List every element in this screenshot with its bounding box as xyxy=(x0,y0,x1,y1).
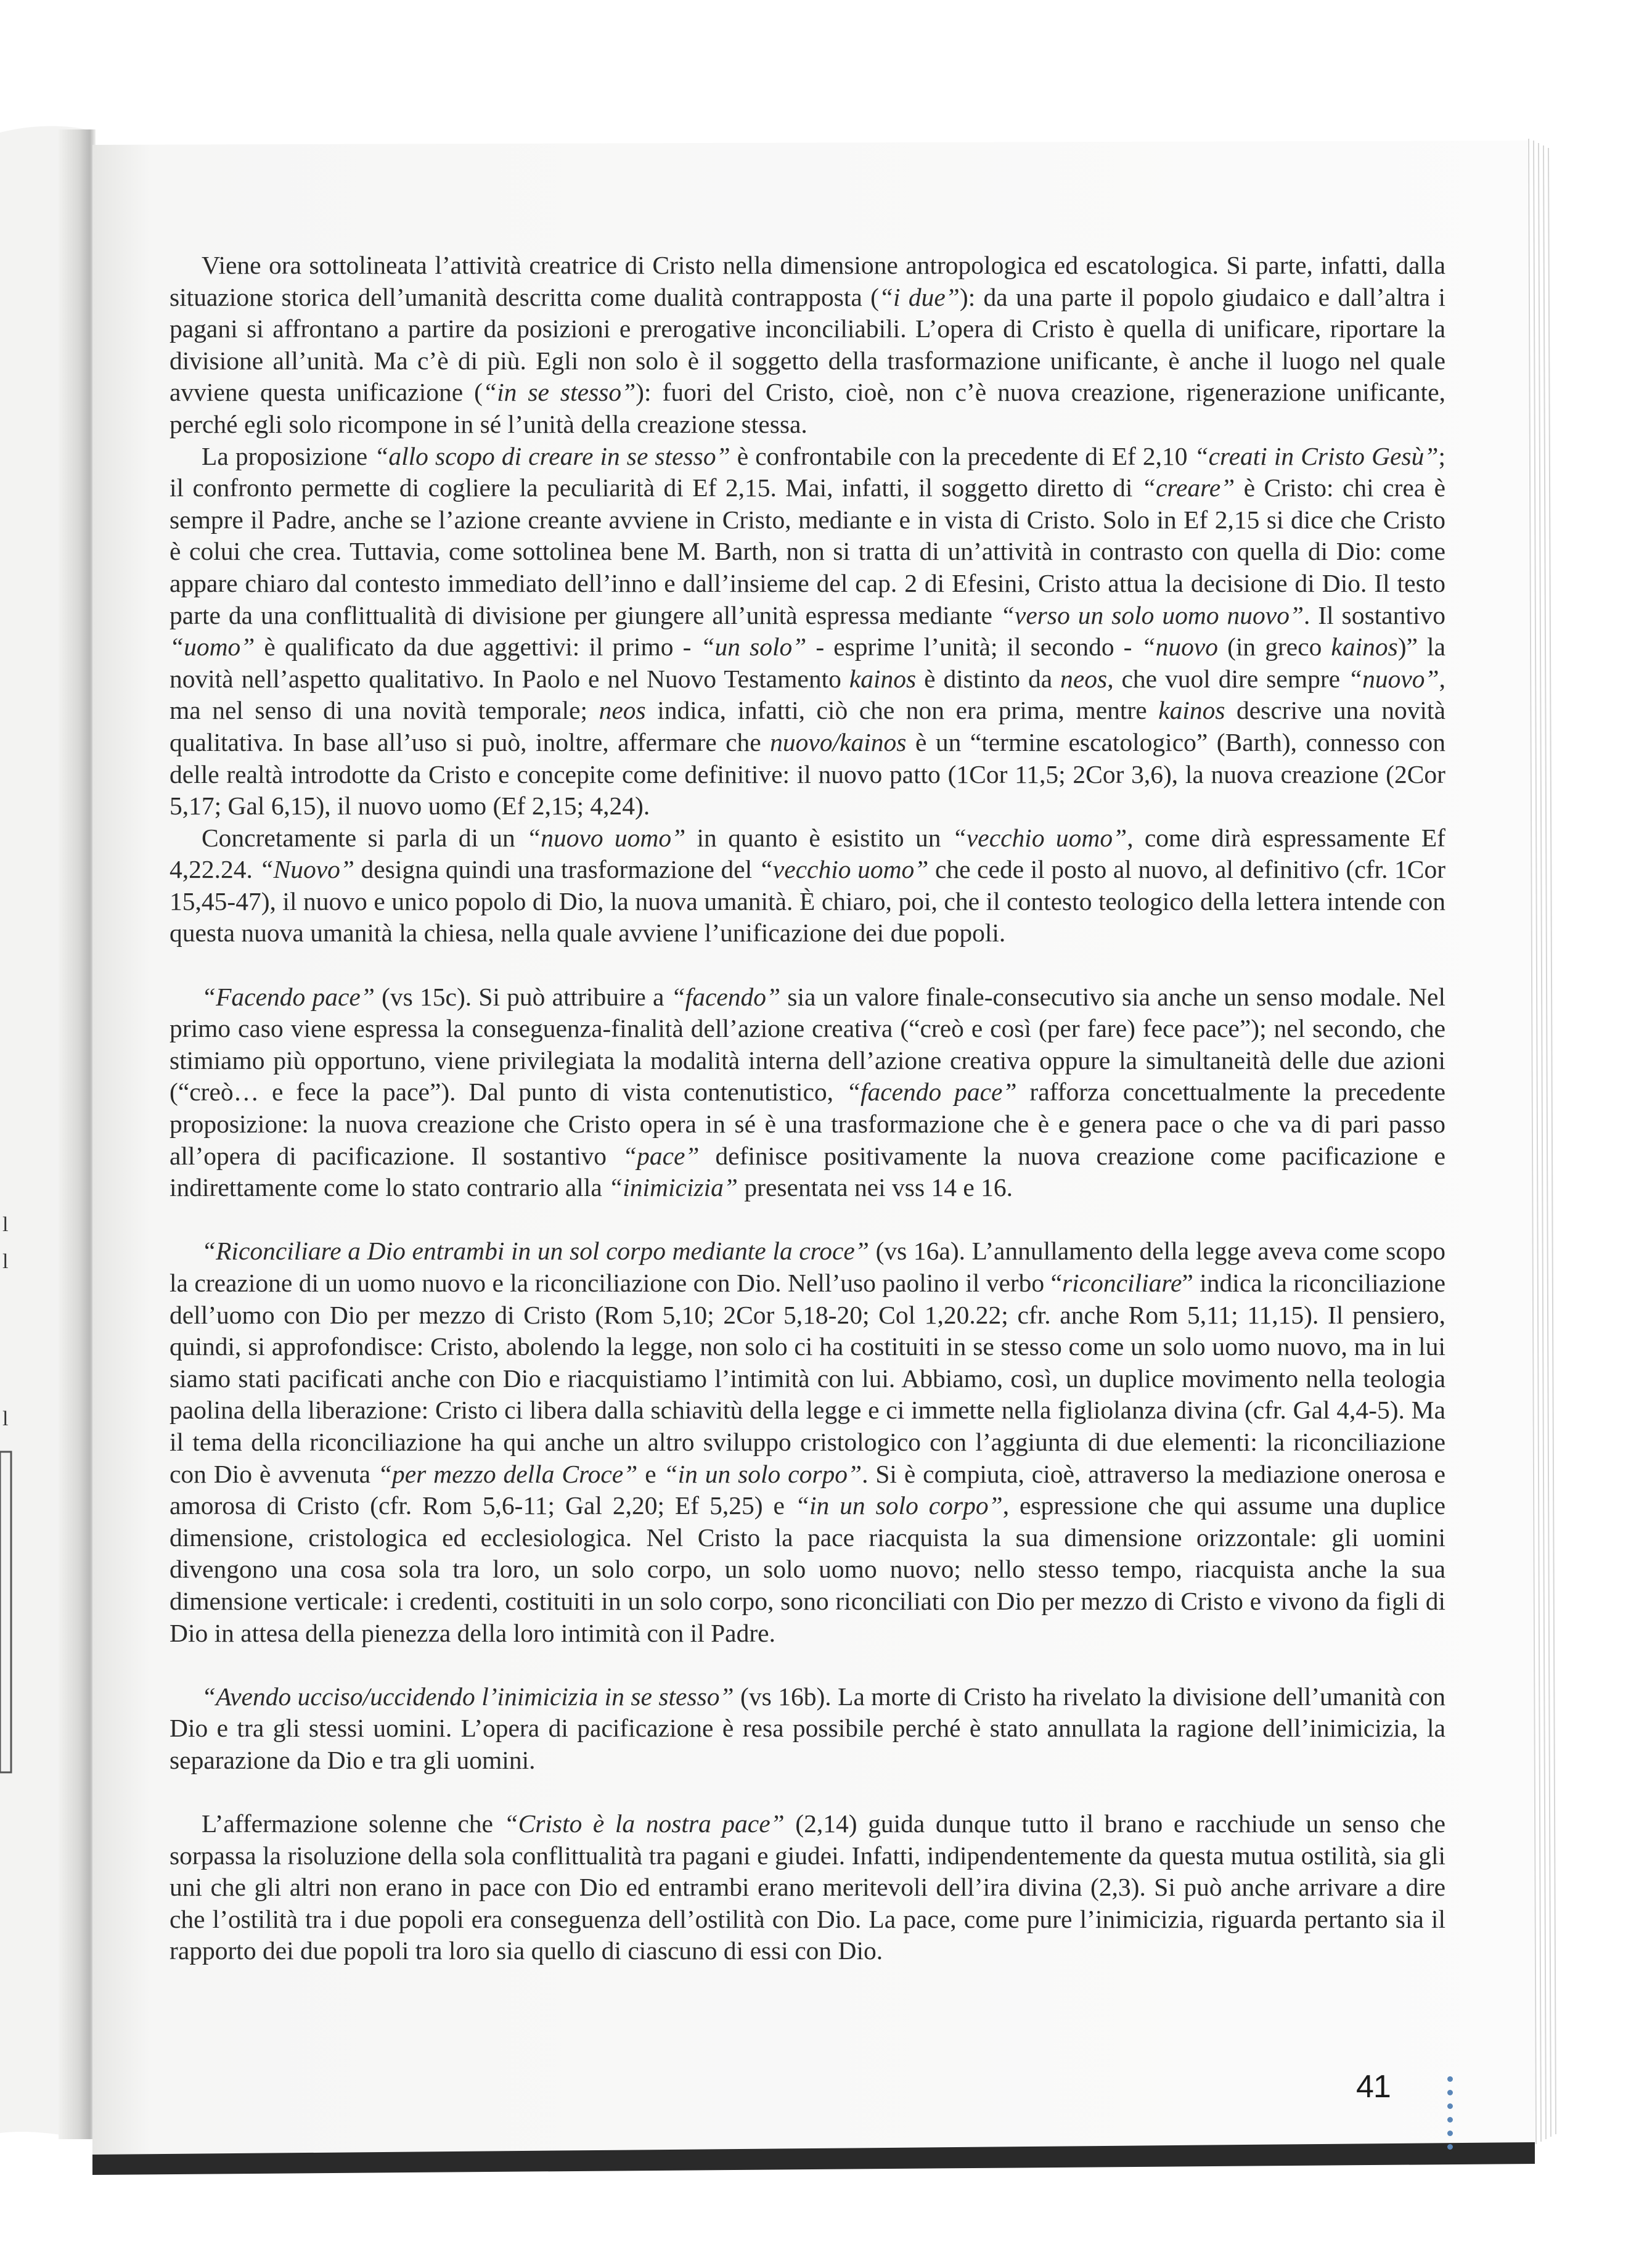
italic-citation: “un solo” xyxy=(700,633,807,661)
paragraph xyxy=(170,441,1445,822)
text-run: definisce positivamente la nuova creazione come pacificazione e indirettamente come lo stato contrario alla xyxy=(170,1141,1445,1202)
italic-citation: “Cristo è la nostra pace” xyxy=(504,1809,785,1838)
text-run: , espressione che qui assume una duplice dimensione, cristologica ed ecclesiologica. Nel Cristo la pace riacquista la sua dimensione orizzontale: gli uomini divengono una cosa sola tra loro, un solo corpo, un solo uomo nuovo; nello stesso tempo, riacquista anche la sua dimensione verticale: i credenti, costituiti in un solo corpo, sono riconciliati con Dio per mezzo di Cristo e vivono da figli di Dio in attesa della pienezza della loro intimità con il Padre. xyxy=(170,1491,1445,1647)
page-number: 41 xyxy=(1356,2069,1391,2105)
italic-citation: “Facendo pace” xyxy=(202,982,375,1011)
paragraph xyxy=(170,981,1445,1204)
text-run: indica, infatti, ciò che non era prima, mentre xyxy=(645,696,1159,725)
text-run: Viene ora sottolineata l’attività creatrice di Cristo nella dimensione antropologica ed escatologica. Si parte, infatti, dalla situazione storica dell’umanità descritta come dualità contrapposta ( xyxy=(170,251,1445,311)
italic-citation: “Nuovo” xyxy=(259,855,354,884)
italic-citation: “pace” xyxy=(623,1141,700,1170)
italic-citation: “Avendo ucciso/uccidendo l’inimicizia in se stesso” xyxy=(202,1682,734,1711)
text-run: . Il sostantivo xyxy=(1304,600,1445,629)
text-run: , come dirà espressamente Ef 4,22.24. xyxy=(170,823,1446,884)
italic-citation: “in un solo corpo” xyxy=(663,1459,862,1488)
italic-citation: “nuovo uomo” xyxy=(526,823,686,852)
book-gutter xyxy=(59,129,96,2139)
italic-citation: neos xyxy=(1060,664,1108,693)
italic-citation: “in un solo corpo” xyxy=(795,1491,1003,1520)
text-run: Concretamente si parla di un xyxy=(202,823,527,852)
text-run: (2,14) guida dunque tutto il brano e racchiude un senso che sorpassa la risoluzione della sola conflittualità tra pagani e giudei. Infatti, indipendentemente da questa mutua ostilità, sia gli uni che gli altri non erano in pace con Dio ed entrambi erano meritevoli dell’ira divina (2,3). Si può anche arrivare a dire che l’ostilità tra i due popoli era conseguenza dell’ostilità con Dio. La pace, come pure l’inimicizia, riguarda pertanto sia il rapporto dei due popoli tra loro sia quello di ciascuno di essi con Dio. xyxy=(170,1809,1446,1965)
text-run: , che vuol dire sempre xyxy=(1107,664,1349,693)
text-run: )” la novità nell’aspetto qualitativo. In Paolo e nel Nuovo Testamento xyxy=(170,633,1445,693)
italic-citation: “i due” xyxy=(878,282,960,311)
italic-citation: “vecchio uomo” xyxy=(758,855,929,884)
text-run: L’affermazione solenne che xyxy=(202,1809,504,1838)
text-run: che cede il posto al nuovo, al definitivo (cfr. 1Cor 15,45-47), il nuovo e unico popolo di Dio, la nuova umanità. È chiaro, poi, che il contesto teologico della lettera intende con questa nuova umanità la chiesa, nella quale avviene l’unificazione dei due popoli. xyxy=(170,855,1446,948)
text-run: e xyxy=(637,1459,664,1488)
italic-citation: “facendo” xyxy=(671,982,781,1011)
italic-citation: “creati in Cristo Gesù” xyxy=(1194,441,1439,470)
text-run: presentata nei vss 14 e 16. xyxy=(738,1173,1013,1202)
text-run: . Si è compiuta, cioè, attraverso la mediazione onerosa e amorosa di Cristo (cfr. Rom 5,6-11; Gal 2,20; Ef 5,25) e xyxy=(170,1459,1445,1520)
text-run: è Cristo: chi crea è sempre il Padre, anche se l’azione creante avviene in Cristo, mediante e in vista di Cristo. Solo in Ef 2,15 si dice che Cristo è colui che crea. Tuttavia, come sottolinea bene M. Barth, non si tratta di un’attività in contrasto con quella di Dio: come appare chiaro dal contesto immediato dell’inno e dall’insieme del cap. 2 di Efesini, Cristo attua la decisione di Dio. Il testo parte da una conflittualità di divisione per giungere all’unità espressa mediante xyxy=(170,473,1446,629)
body-text xyxy=(170,250,1445,1967)
italic-citation: “verso un solo uomo nuovo” xyxy=(1000,600,1304,629)
italic-citation: “facendo pace” xyxy=(846,1078,1017,1107)
text-run: ” indica la riconciliazione dell’uomo con Dio per mezzo di Cristo (Rom 5,10; 2Cor 5,18-20; Col 1,20.22; cfr. anche Rom 5,11; 11,15). Il pensiero, quindi, si approfondisce: Cristo, abolendo la legge, non solo ci ha costituiti in se stesso come un solo uomo nuovo, ma in lui siamo stati pacificati anche con Dio e riacquistiamo l’intimità con lui. Abbiamo, così, un duplice movimento nella teologia paolina della liberazione: Cristo ci libera dalla schiavitù della legge e ci immette nella figliolanza divina (cfr. Gal 4,4-5). Ma il tema della riconciliazione ha qui anche un altro sviluppo cristologico con l’aggiunta di due elementi: la riconciliazione con Dio è avvenuta xyxy=(170,1269,1446,1488)
text-run: è distinto da xyxy=(916,664,1061,693)
paragraph xyxy=(170,1808,1445,1967)
text-run: ): da una parte il popolo giudaico e dall’altra i pagani si affrontano a partire da posizioni e prerogative inconciliabili. L’opera di Cristo è quella di unificare, riportare la divisione all’unità. Ma c’è di più. Egli non solo è il soggetto della trasformazione unificante, è anche il luogo nel quale avviene questa unificazione ( xyxy=(170,282,1445,407)
italic-citation: “nuovo” xyxy=(1348,664,1439,693)
italic-citation: “per mezzo della Croce” xyxy=(377,1459,638,1488)
margin-fragment: l xyxy=(2,1250,9,1273)
text-run: (vs 16a). L’annullamento della legge aveva come scopo la creazione di un uomo nuovo e la riconciliazione con Dio. Nell’uso paolino il verbo “ xyxy=(170,1237,1445,1297)
text-run: (in greco xyxy=(1218,633,1331,661)
text-run: descrive una novità qualitativa. In base all’uso si può, inoltre, affermare che xyxy=(170,696,1445,756)
italic-citation: “allo scopo di creare in se stesso” xyxy=(374,441,730,470)
italic-citation: “creare” xyxy=(1141,473,1235,502)
italic-citation: “nuovo xyxy=(1141,633,1219,661)
text-run: designa quindi una trasformazione del xyxy=(354,855,759,884)
text-run: sia un valore finale-consecutivo sia anche un senso modale. Nel primo caso viene espressa la conseguenza-finalità dell’azione creativa (“creò e così (per fare) fece pace”); nel secondo, che stimiamo più opportuno, viene privilegiata la modalità interna dell’azione creativa oppure la simultaneità delle due azioni (“creò… e fece la pace”). Dal punto di vista contenutistico, xyxy=(170,982,1445,1107)
text-run: , ma nel senso di una novità temporale; xyxy=(170,664,1445,725)
page-number-dots-ornament xyxy=(1446,2076,1455,2163)
text-run: ): fuori del Cristo, cioè, non c’è nuova creazione, rigenerazione unificante, perché egli solo ricompone in sé l’unità della creazione stessa. xyxy=(170,378,1445,438)
text-run: (vs 16b). La morte di Cristo ha rivelato la divisione dell’umanità con Dio e tra gli stessi uomini. L’opera di pacificazione è resa possibile perché è stato annullata la ragione dell’inimicizia, la separazione da Dio e tra gli uomini. xyxy=(170,1682,1445,1774)
italic-citation: “vecchio uomo” xyxy=(952,823,1127,852)
italic-citation: kainos xyxy=(1158,696,1225,725)
text-run: rafforza concettualmente la precedente proposizione: la nuova creazione che Cristo opera in sé è una trasformazione che è e genera pace o che va di pari passo all’opera di pacificazione. Il sostantivo xyxy=(170,1078,1446,1170)
italic-citation: “Riconciliare a Dio entrambi in un sol corpo mediante la croce” xyxy=(202,1237,869,1266)
italic-citation: “in se stesso” xyxy=(482,378,636,407)
margin-fragment: l xyxy=(2,1213,9,1236)
italic-citation: riconciliare xyxy=(1062,1269,1182,1297)
paragraph xyxy=(170,1235,1445,1649)
text-run: (vs 15c). Si può attribuire a xyxy=(374,982,671,1011)
text-run: è confrontabile con la precedente di Ef 2,10 xyxy=(730,441,1195,470)
text-run: è un “termine escatologico” (Barth), connesso con delle realtà introdotte da Cristo e concepite come definitive: il nuovo patto (1Cor 11,5; 2Cor 3,6), la nuova creazione (2Cor 5,17; Gal 6,15), il nuovo uomo (Ef 2,15; 4,24). xyxy=(170,727,1445,821)
italic-citation: nuovo/kainos xyxy=(770,727,907,756)
text-run: - esprime l’unità; il secondo - xyxy=(806,633,1142,661)
text-run: è qualificato da due aggettivi: il primo - xyxy=(255,633,701,661)
text-run: in quanto è esistito un xyxy=(685,823,952,852)
text-run: La proposizione xyxy=(202,441,375,470)
paragraph xyxy=(170,250,1445,441)
italic-citation: kainos xyxy=(849,664,917,693)
italic-citation: “inimicizia” xyxy=(608,1173,738,1202)
paragraph xyxy=(170,1681,1445,1777)
text-run: ; il confronto permette di cogliere la peculiarità di Ef 2,15. Mai, infatti, il soggetto diretto di xyxy=(170,441,1445,502)
margin-fragment: l xyxy=(2,1407,9,1430)
paragraph xyxy=(170,822,1445,949)
italic-citation: neos xyxy=(599,696,646,725)
italic-citation: “uomo” xyxy=(170,633,255,661)
italic-citation: kainos xyxy=(1331,633,1398,661)
